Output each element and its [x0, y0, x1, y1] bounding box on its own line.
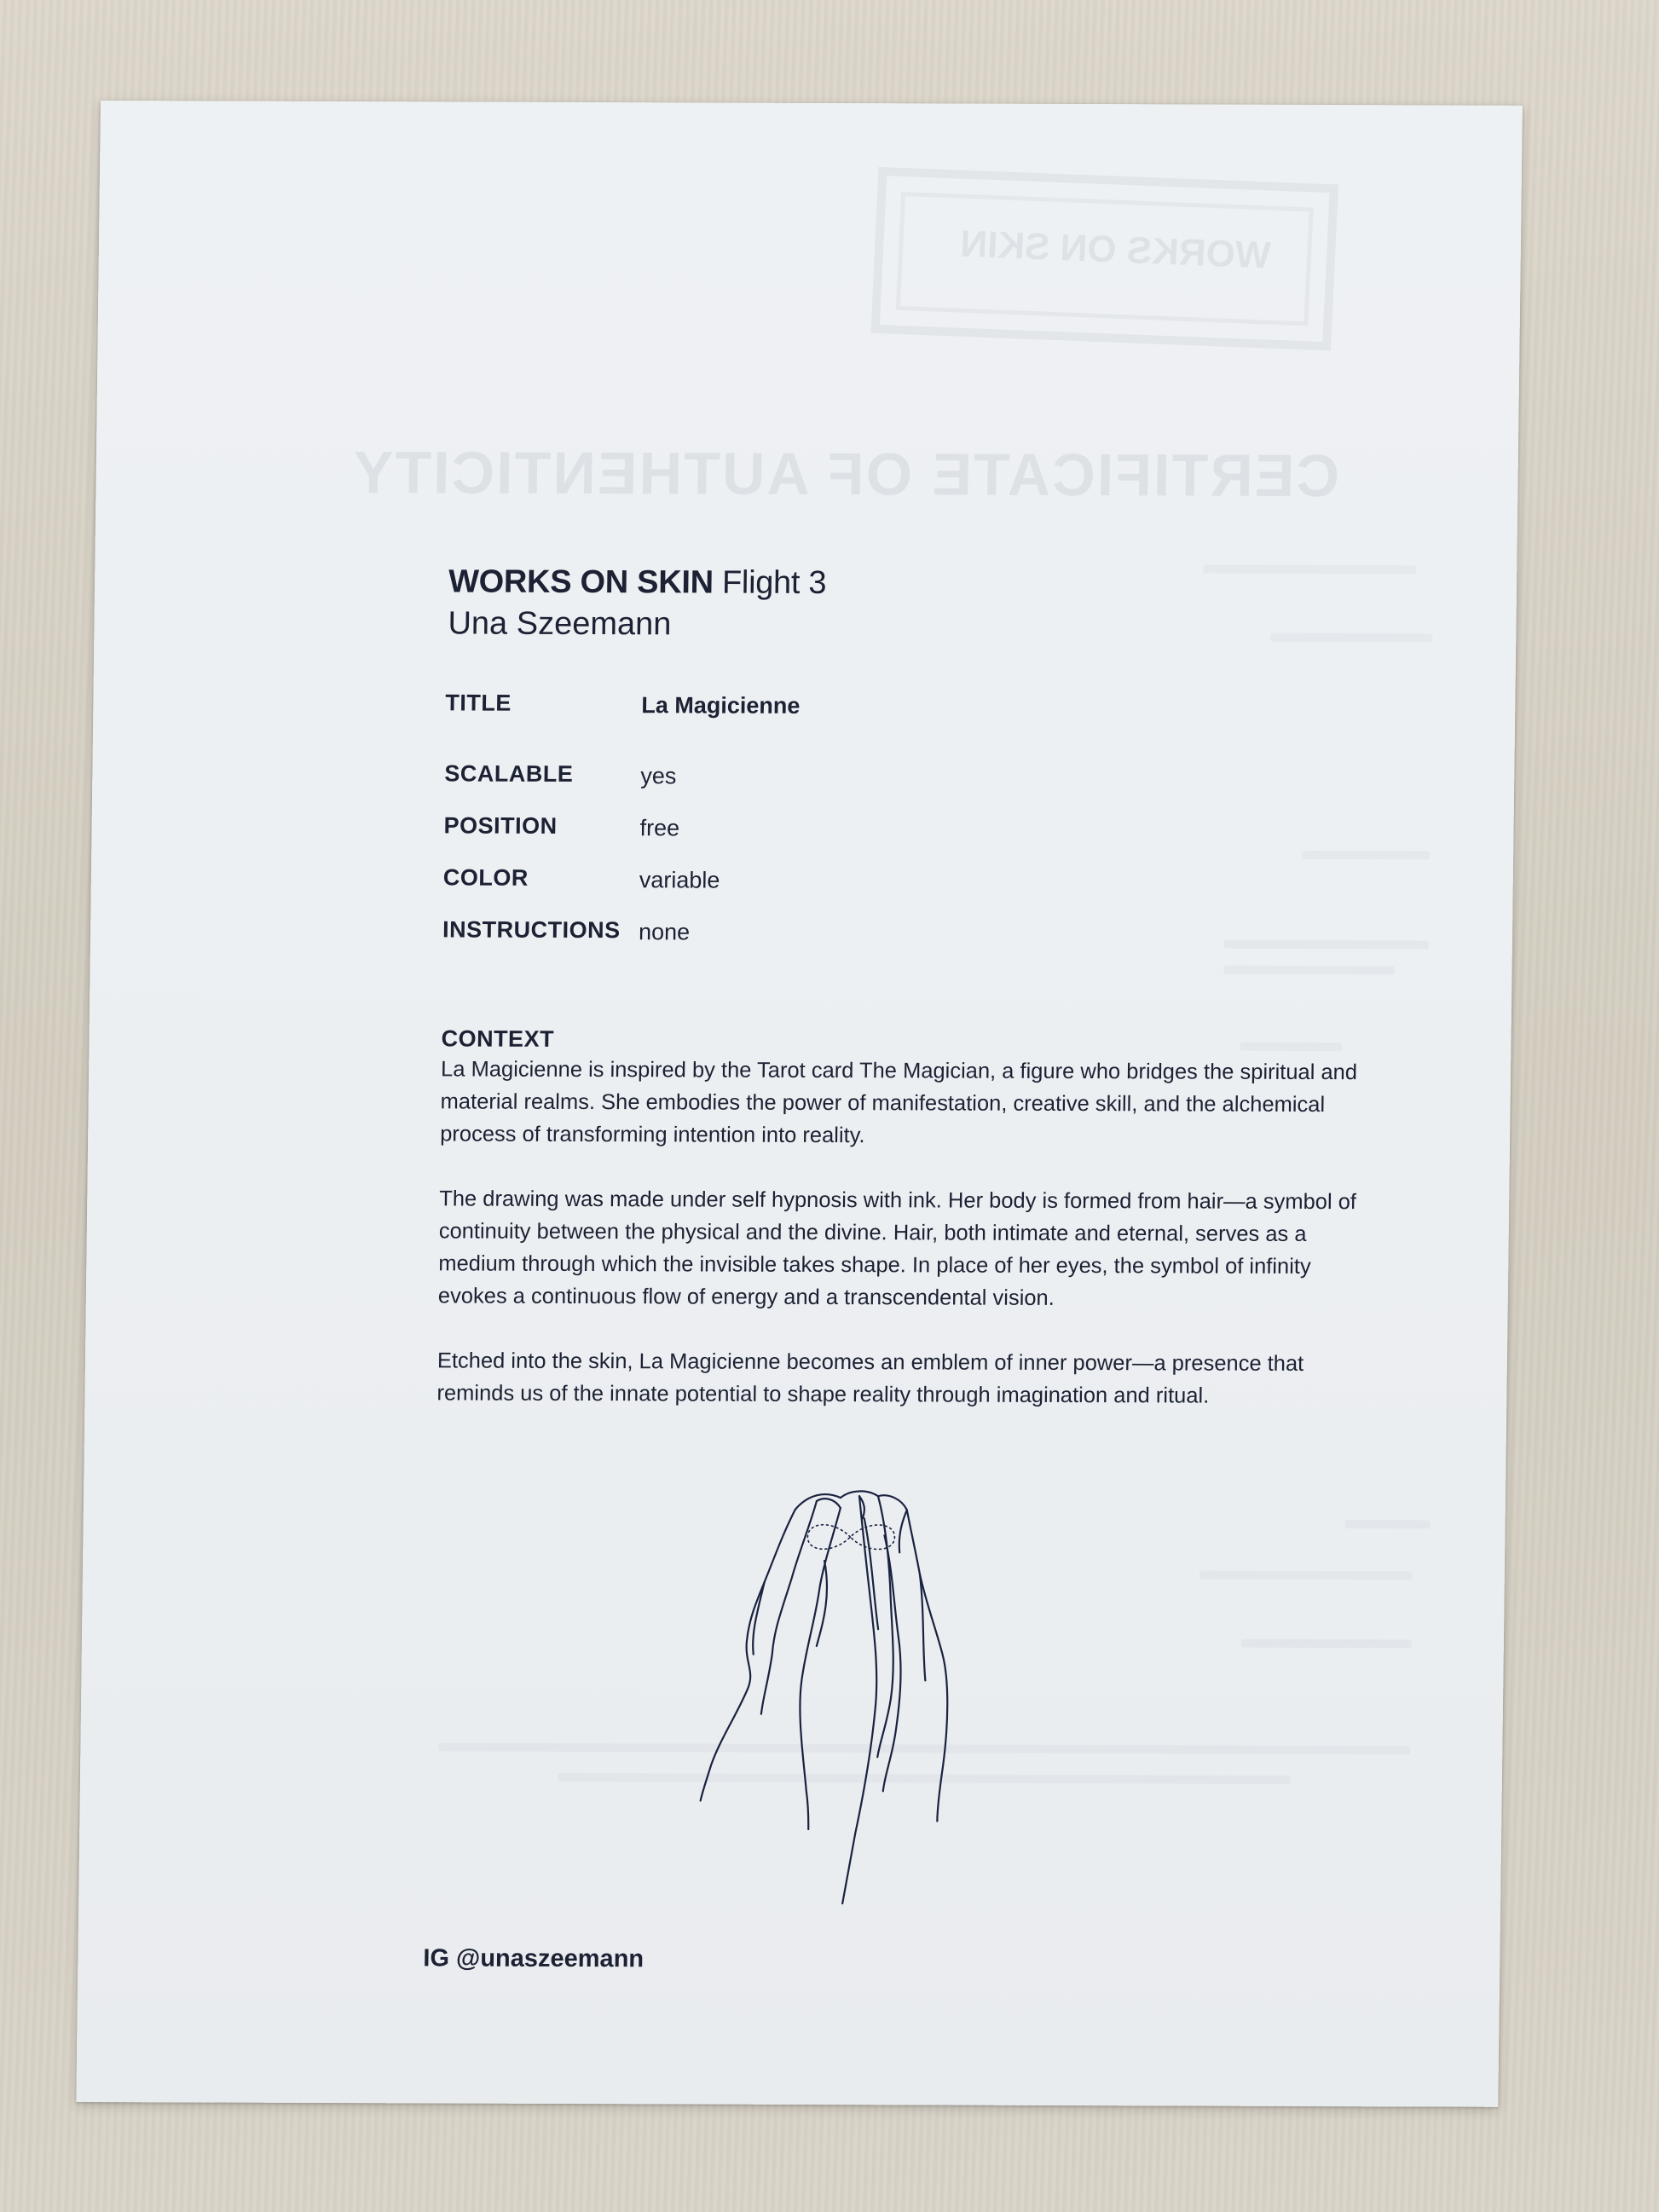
- field-label: POSITION: [443, 812, 558, 839]
- show-through-stamp-text: WORKS ON SKIN: [959, 222, 1272, 277]
- document-sheet: [76, 101, 1523, 2107]
- field-value: variable: [639, 867, 720, 893]
- field-label: COLOR: [442, 864, 529, 891]
- field-scalable: [444, 760, 1212, 800]
- field-value: La Magicienne: [641, 692, 801, 719]
- show-through-heading: CERTIFICATE OF AUTHENTICITY: [351, 439, 1340, 510]
- instagram-handle: IG @unaszeemann: [423, 1944, 645, 1973]
- field-instructions: [442, 916, 1211, 956]
- field-label: INSTRUCTIONS: [442, 916, 621, 944]
- field-label: SCALABLE: [444, 760, 574, 787]
- la-magicienne-drawing: [691, 1484, 1013, 1996]
- context-section: [436, 1024, 1362, 1445]
- document-header: [448, 562, 826, 647]
- context-paragraph: The drawing was made under self hypnosis with ink. Her body is formed from hair—a symbol of continuity between the physical and the divine. Hair, both intimate and eternal, serves as a medium through which the invisible takes shape. In place of her eyes, the symbol of infinity evokes a continuous flow of energy and a transcendental vision.: [437, 1187, 1357, 1310]
- field-color: [443, 864, 1211, 904]
- context-heading: CONTEXT: [441, 1025, 555, 1052]
- series-line: [448, 562, 827, 603]
- field-title: [445, 690, 1213, 730]
- context-paragraph: Etched into the skin, La Magicienne becomes an emblem of inner power—a presence that reminds us of the innate potential to shape reality through imagination and ritual.: [436, 1349, 1304, 1408]
- field-value: free: [639, 815, 680, 841]
- field-position: [443, 812, 1211, 852]
- field-label: TITLE: [445, 690, 512, 716]
- edition-label: Flight 3: [721, 564, 827, 601]
- series-name: WORKS ON SKIN: [448, 563, 714, 601]
- field-value: yes: [640, 763, 677, 789]
- context-paragraph: La Magicienne is inspired by the Tarot card The Magician, a figure who bridges the spiritual and material realms. She embodies the power of manifestation, creative skill, and the alchemical process of transforming intention into reality.: [440, 1057, 1358, 1148]
- field-value: none: [638, 919, 691, 945]
- artist-name: Una Szeemann: [448, 605, 672, 643]
- artwork-fields: [442, 690, 1213, 945]
